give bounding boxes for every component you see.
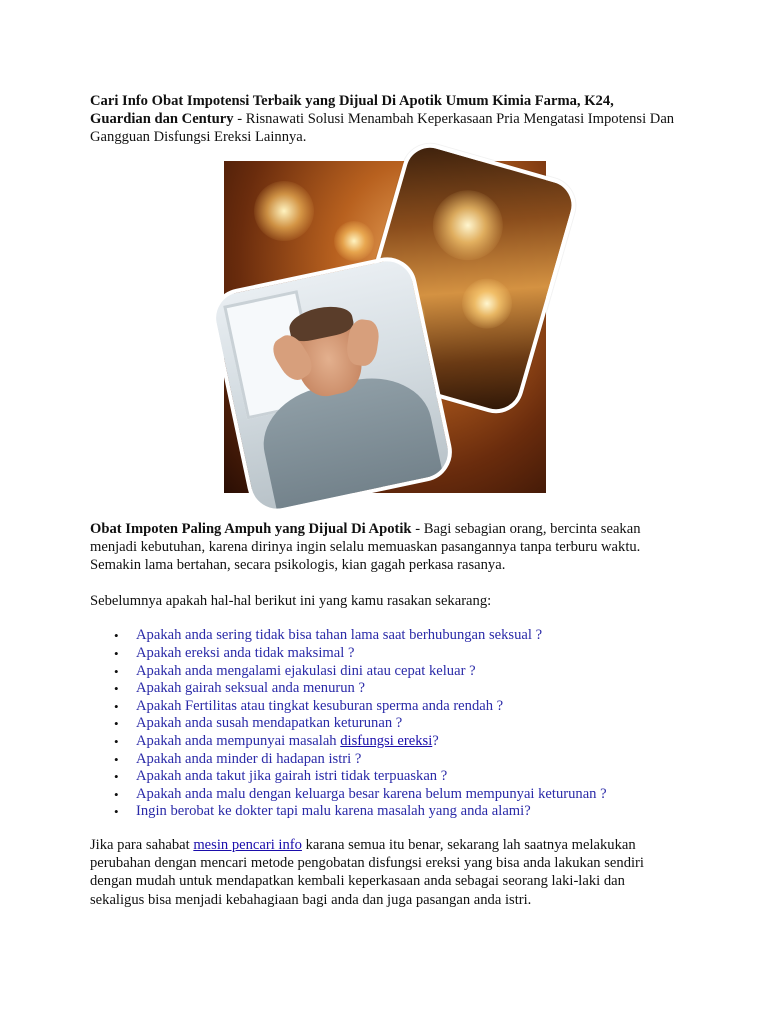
section2-paragraph xyxy=(90,520,678,575)
bullet-icon: • xyxy=(114,804,119,820)
list-item: • Apakah anda minder di hadapan istri ? xyxy=(114,750,362,767)
list-item: • Ingin berobat ke dokter tapi malu karena masalah yang anda alami? xyxy=(114,803,531,820)
list-item: • Apakah Fertilitas atau tingkat kesuburan sperma anda rendah ? xyxy=(114,697,504,714)
section2-heading: Obat Impoten Paling Ampuh yang Dijual Di Apotik xyxy=(90,520,412,537)
mesin-pencari-info-link[interactable]: mesin pencari info xyxy=(193,836,302,853)
list-item: • Apakah anda mengalami ejakulasi dini atau cepat keluar ? xyxy=(114,662,476,679)
intro-text: - Risnawati Solusi Menambah Keperkasaan Pria Mengatasi Impotensi Dan Gangguan Disfungsi Ereksi Lainnya. xyxy=(90,111,675,146)
section2-text: - Bagi sebagian orang, bercinta seakan menjadi kebutuhan, karena dirinya ingin selalu memuaskan pasangannya tanpa terburu waktu. Semakin lama bertahan, secara psikologis, kian gagah perkasa rasanya. xyxy=(90,520,641,574)
bullet-icon: • xyxy=(114,628,119,644)
bullet-icon: • xyxy=(114,769,119,785)
section3-paragraph: Sebelumnya apakah hal-hal berikut ini yang kamu rasakan sekarang: xyxy=(90,593,492,610)
bullet-icon: • xyxy=(114,698,119,714)
article-image xyxy=(224,161,554,506)
list-item: • Apakah anda sering tidak bisa tahan lama saat berhubungan seksual ? xyxy=(114,627,543,644)
bullet-icon: • xyxy=(114,646,119,662)
bullet-icon: • xyxy=(114,786,119,802)
question-list xyxy=(90,627,678,821)
intro-paragraph xyxy=(90,92,678,147)
list-item: • Apakah anda mempunyai masalah disfungsi ereksi? xyxy=(114,732,439,749)
section4-paragraph: Jika para sahabat mesin pencari info karana semua itu benar, sekarang lah saatnya melakukan perubahan dengan mencari metode pengobatan disfungsi ereksi yang bisa anda lakukan sendiri dengan mudah untuk mendapatkan kembali keperkasaan anda sebagai seorang laki-laki dan sekaligus bisa menjadi kebahagiaan bagi anda dan juga pasangan anda istri. xyxy=(90,836,644,908)
bullet-icon: • xyxy=(114,663,119,679)
disfungsi-ereksi-link[interactable]: disfungsi ereksi xyxy=(340,732,433,749)
list-item: • Apakah gairah seksual anda menurun ? xyxy=(114,680,365,697)
bullet-icon: • xyxy=(114,733,119,749)
intro-title: Cari Info Obat Impotensi Terbaik yang Dijual Di Apotik Umum Kimia Farma, K24, Guardian dan Century xyxy=(90,93,614,128)
bullet-icon: • xyxy=(114,681,119,697)
list-item: • Apakah anda takut jika gairah istri tidak terpuaskan ? xyxy=(114,768,448,785)
bullet-icon: • xyxy=(114,751,119,767)
list-item: • Apakah anda malu dengan keluarga besar karena belum mempunyai keturunan ? xyxy=(114,785,607,802)
list-item: • Apakah anda susah mendapatkan keturunan ? xyxy=(114,715,403,732)
list-item: • Apakah ereksi anda tidak maksimal ? xyxy=(114,645,355,662)
bullet-icon: • xyxy=(114,716,119,732)
